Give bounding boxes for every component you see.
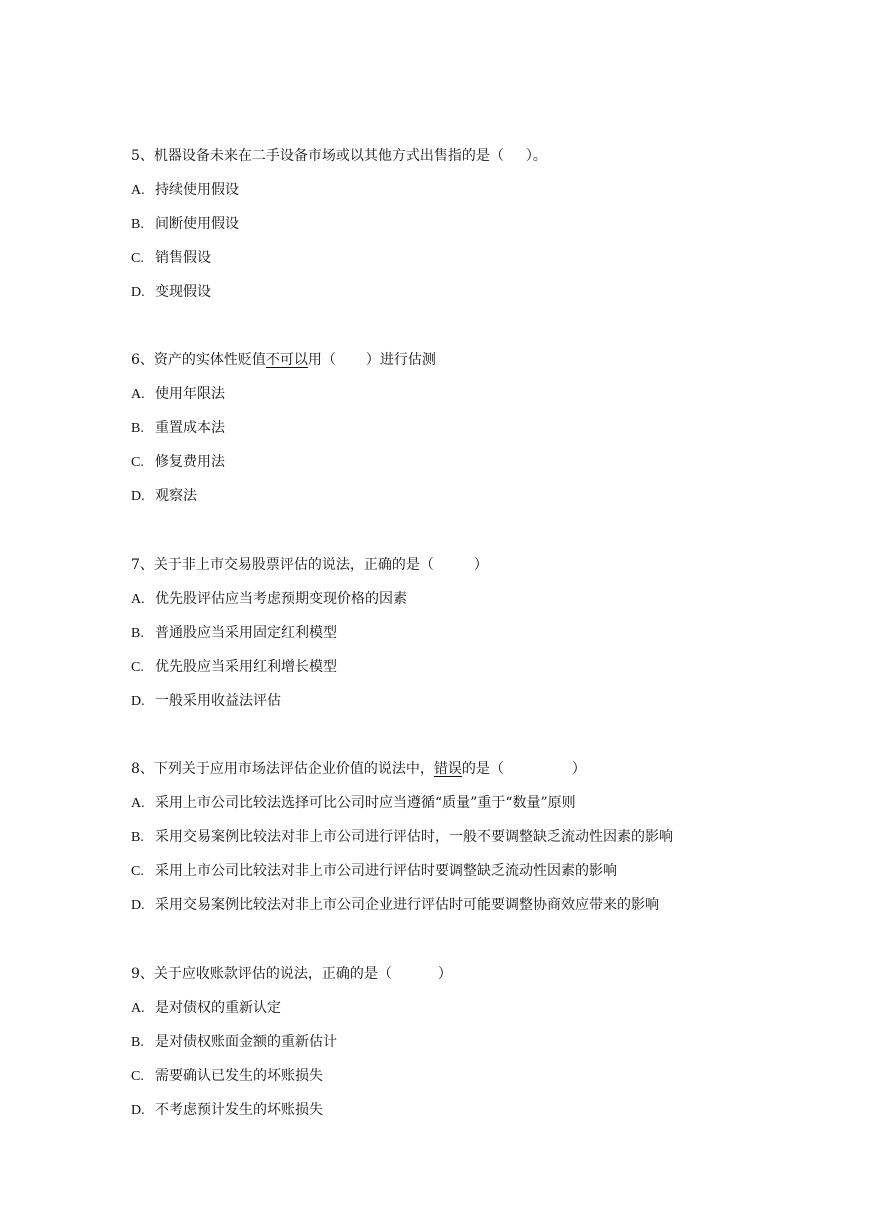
option-a (131, 998, 831, 1018)
option-letter: D. (131, 694, 145, 709)
option-c (131, 452, 831, 472)
option-b (131, 827, 831, 847)
stem-text: 6、资产的实体性贬值 (131, 352, 266, 368)
stem-emphasis: 不可以 (265, 352, 308, 368)
option-text: 一般采用收益法评估 (155, 693, 281, 709)
stem-emphasis: 错误 (433, 761, 462, 777)
option-text: 间断使用假设 (155, 216, 239, 232)
option-letter: D. (131, 489, 145, 504)
option-d (131, 282, 831, 302)
question-stem (131, 759, 831, 779)
option-d (131, 486, 831, 506)
option-text: 观察法 (155, 488, 197, 504)
stem-text-end: ） (473, 557, 488, 573)
option-letter: C. (131, 251, 144, 266)
stem-text: 8、下列关于应用市场法评估企业价值的说法中， (131, 761, 434, 777)
question-5 (131, 146, 831, 302)
option-letter: B. (131, 830, 144, 845)
option-letter: A. (131, 387, 145, 402)
option-text: 使用年限法 (155, 386, 225, 402)
option-text: 持续使用假设 (155, 182, 239, 198)
option-a (131, 793, 831, 813)
option-text: 优先股评估应当考虑预期变现价格的因素 (155, 591, 407, 607)
stem-text-mid: 的是（ (461, 761, 504, 777)
option-text: 不考虑预计发生的坏账损失 (155, 1102, 323, 1118)
option-b (131, 1032, 831, 1052)
option-c (131, 248, 831, 268)
option-a (131, 589, 831, 609)
option-letter: B. (131, 421, 144, 436)
option-c (131, 657, 831, 677)
stem-text: 5、机器设备未来在二手设备市场或以其他方式出售指的是（ (131, 148, 504, 164)
stem-text-mid: 用（ (307, 352, 336, 368)
option-text: 普通股应当采用固定红利模型 (155, 625, 337, 641)
question-stem (131, 964, 831, 984)
option-text: 采用上市公司比较法选择可比公司时应当遵循“质量”重于“数量”原则 (155, 795, 576, 811)
option-text: 采用交易案例比较法对非上市公司进行评估时，一般不要调整缺乏流动性因素的影响 (155, 829, 673, 845)
stem-text-end: ）进行估测 (365, 352, 436, 368)
option-text: 是对债权的重新认定 (155, 1000, 281, 1016)
option-text: 采用上市公司比较法对非上市公司进行评估时要调整缺乏流动性因素的影响 (155, 863, 617, 879)
option-text: 重置成本法 (155, 420, 225, 436)
stem-text: 7、关于非上市交易股票评估的说法，正确的是（ (131, 557, 434, 573)
option-c (131, 1066, 831, 1086)
option-letter: D. (131, 898, 145, 913)
option-text: 采用交易案例比较法对非上市公司企业进行评估时可能要调整协商效应带来的影响 (155, 897, 659, 913)
option-d (131, 1100, 831, 1120)
option-d (131, 895, 831, 915)
option-text: 销售假设 (155, 250, 211, 266)
option-letter: D. (131, 285, 145, 300)
option-letter: C. (131, 864, 144, 879)
option-c (131, 861, 831, 881)
option-letter: A. (131, 796, 145, 811)
question-8 (131, 759, 831, 915)
question-stem (131, 555, 831, 575)
option-letter: B. (131, 1035, 144, 1050)
question-stem (131, 146, 831, 166)
option-a (131, 180, 831, 200)
option-text: 优先股应当采用红利增长模型 (155, 659, 337, 675)
option-b (131, 214, 831, 234)
stem-text: 9、关于应收账款评估的说法，正确的是（ (131, 966, 392, 982)
option-b (131, 623, 831, 643)
option-b (131, 418, 831, 438)
option-letter: C. (131, 455, 144, 470)
option-letter: A. (131, 183, 145, 198)
option-text: 需要确认已发生的坏账损失 (155, 1068, 323, 1084)
question-6 (131, 350, 831, 506)
option-letter: C. (131, 660, 144, 675)
question-9 (131, 964, 831, 1120)
stem-text-end: ） (571, 761, 586, 777)
option-text: 修复费用法 (155, 454, 225, 470)
option-d (131, 691, 831, 711)
option-text: 变现假设 (155, 284, 211, 300)
option-letter: B. (131, 626, 144, 641)
option-letter: D. (131, 1103, 145, 1118)
option-letter: A. (131, 592, 145, 607)
option-letter: B. (131, 217, 144, 232)
option-letter: A. (131, 1001, 145, 1016)
question-stem (131, 350, 831, 370)
option-a (131, 384, 831, 404)
option-letter: C. (131, 1069, 144, 1084)
stem-text-end: ） (437, 966, 452, 982)
stem-text-end: ）。 (525, 148, 547, 164)
question-7 (131, 555, 831, 711)
option-text: 是对债权账面金额的重新估计 (155, 1034, 337, 1050)
